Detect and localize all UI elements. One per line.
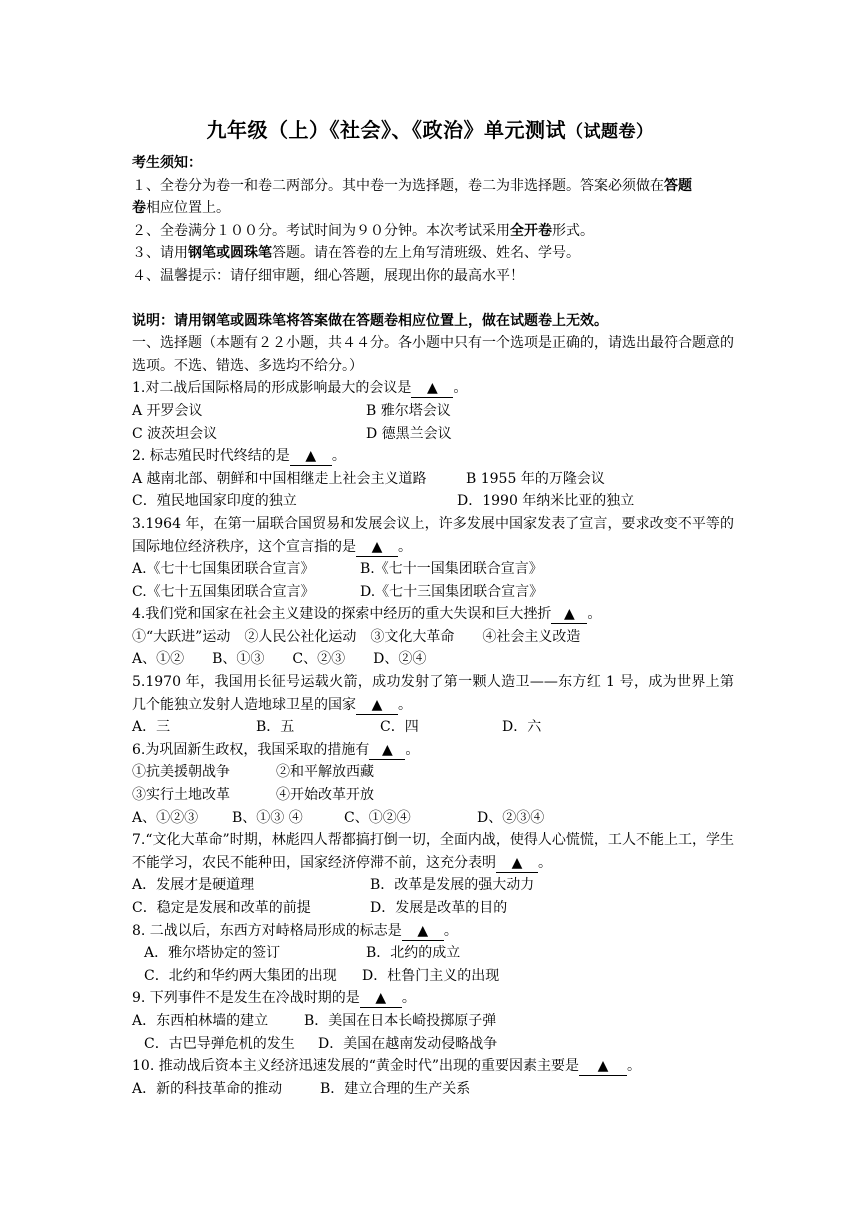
option: A．雅尔塔协定的签订 (144, 945, 281, 962)
question-8-stem: 8. 二战以后，东西方对峙格局形成的标志是 ▲ 。 (132, 922, 458, 939)
question-1-stem: 1.对二战后国际格局的形成影响最大的会议是 ▲ 。 (132, 380, 468, 397)
question-9-options-1 (132, 1010, 734, 1033)
option: C 波茨坦会议 (132, 425, 218, 442)
title-suffix: （试题卷） (566, 122, 654, 142)
question-3-options-2 (132, 581, 734, 604)
notice-item-3-text: ３、请用 (132, 245, 188, 262)
question-7-options-1 (132, 874, 734, 897)
notice-item-1-text: １、全卷分为卷一和卷二两部分。其中卷一为选择题，卷二为非选择题。答案必须做在 (132, 177, 664, 194)
option: D．发展是改革的目的 (370, 900, 508, 916)
question-10-stem: 10. 推动战后资本主义经济迅速发展的“黄金时代”出现的重要因素主要是 ▲ 。 (132, 1058, 642, 1075)
question-10-options-1 (132, 1078, 734, 1101)
option: B．改革是发展的强大动力 (370, 877, 535, 894)
notice-item-3-end: 答题。请在答卷的左上角写清班级、姓名、学号。 (272, 245, 580, 262)
instruction: 说明：请用钢笔或圆珠笔将答案做在答题卷相应位置上，做在试题卷上无效。 (132, 312, 608, 329)
option: ④开始改革开放 (276, 787, 374, 804)
question-2-stem: 2. 标志殖民时代终结的是 ▲ 。 (132, 448, 346, 465)
question-1-options-2 (132, 423, 734, 446)
spacer (132, 288, 734, 310)
option: B、①③ ④ (232, 809, 303, 826)
option: D．六 (502, 719, 542, 736)
q2-stem-text: 2. 标志殖民时代终结的是 (132, 448, 290, 465)
option: B．五 (256, 719, 295, 736)
option: D、②③④ (477, 809, 545, 826)
option: D 德黑兰会议 (366, 425, 452, 442)
option: B．美国在日本长崎投掷原子弹 (304, 1012, 497, 1029)
answer-blank: ▲ (411, 380, 453, 398)
question-8-options-2 (132, 965, 734, 988)
option: C．古巴导弹危机的发生 (144, 1035, 295, 1052)
option: A．新的科技革命的推动 (132, 1080, 283, 1097)
option: ①抗美援朝战争 (132, 764, 230, 781)
question-5-stem: 5.1970 年，我国用长征号运载火箭，成功发射了第一颗人造卫——东方红 1 号，成为世界上第几个能独立发射人造地球卫星的国家 ▲ 。 (132, 674, 734, 713)
q6-stem-text: 6.为巩固新生政权，我国采取的措施有 (132, 741, 370, 758)
question-4-stem: 4.我们党和国家在社会主义建设的探索中经历的重大失误和巨大挫折 ▲ 。 (132, 606, 602, 623)
question-7-stem: 7.“文化大革命”时期，林彪四人帮都搞打倒一切，全面内战，使得人心慌慌，工人不能上工，学生不能学习，农民不能种田，国家经济停滞不前，这充分表明 ▲ 。 (132, 832, 734, 871)
option: ②和平解放西藏 (276, 764, 374, 781)
q7-stem-text: 7.“文化大革命”时期，林彪四人帮都搞打倒一切，全面内战，使得人心慌慌，工人不能上工，学生不能学习，农民不能种田，国家经济停滞不前，这充分表明 (132, 832, 734, 871)
notice-item-4: ４、温馨提示：请仔细审题，细心答题，展现出你的最高水平！ (132, 267, 524, 284)
q4-stem-text: 4.我们党和国家在社会主义建设的探索中经历的重大失误和巨大挫折 (132, 606, 552, 623)
notice-item-3 (132, 242, 734, 265)
option: A．东西柏林墙的建立 (132, 1012, 269, 1029)
question-9-stem: 9. 下列事件不是发生在冷战时期的是 ▲ 。 (132, 990, 416, 1007)
option: A．发展才是硬道理 (132, 877, 255, 894)
question-6-options (132, 807, 734, 830)
page-title (0, 114, 860, 143)
answer-blank: ▲ (551, 606, 587, 624)
exam-content (132, 152, 734, 1100)
option: B 1955 年的万隆会议 (466, 470, 605, 487)
option: B.《七十一国集团联合宣言》 (360, 561, 543, 578)
notice-item-1-end: 相应位置上。 (146, 200, 230, 217)
option: D.《七十三国集团联合宣言》 (360, 583, 544, 600)
notice-item-2 (132, 220, 734, 243)
answer-blank: ▲ (496, 855, 538, 873)
notice-item-2-text: ２、全卷满分１００分。考试时间为９０分钟。本次考试采用 (132, 222, 510, 239)
option: D．杜鲁门主义的出现 (362, 967, 500, 984)
answer-blank: ▲ (290, 448, 332, 466)
q10-stem-text: 10. 推动战后资本主义经济迅速发展的“黄金时代”出现的重要因素主要是 (132, 1058, 580, 1075)
option: C.《七十五国集团联合宣言》 (132, 583, 315, 600)
question-1-options-1 (132, 400, 734, 423)
answer-blank: ▲ (356, 697, 398, 715)
q1-stem-text: 1.对二战后国际格局的形成影响最大的会议是 (132, 380, 412, 397)
q9-stem-text: 9. 下列事件不是发生在冷战时期的是 (132, 990, 360, 1007)
notice-item-2-bold: 全开卷 (510, 222, 552, 239)
answer-blank: ▲ (402, 923, 444, 941)
answer-blank: ▲ (579, 1058, 627, 1076)
q8-stem-text: 8. 二战以后，东西方对峙格局形成的标志是 (132, 922, 402, 939)
option: C．北约和华约两大集团的出现 (144, 967, 337, 984)
question-2-options-1 (132, 468, 734, 491)
notice-item-1-bold: 答题 (664, 177, 692, 194)
question-6-items-2 (132, 784, 734, 807)
q5-stem-text: 5.1970 年，我国用长征号运载火箭，成功发射了第一颗人造卫——东方红 1 号，成为世界上第几个能独立发射人造地球卫星的国家 (132, 674, 734, 713)
notice-item-1 (132, 175, 734, 220)
question-8-options-1 (132, 942, 734, 965)
option: C．殖民地国家印度的独立 (132, 493, 297, 510)
question-6-stem: 6.为巩固新生政权，我国采取的措施有 ▲ 。 (132, 741, 420, 758)
option: C．四 (380, 719, 419, 736)
option: D．1990 年纳米比亚的独立 (457, 493, 635, 510)
question-2-options-2 (132, 490, 734, 513)
option: B．建立合理的生产关系 (320, 1080, 471, 1097)
notice-item-3-bold: 钢笔或圆珠笔 (188, 245, 272, 262)
title-main: 九年级（上）《社会》、《政治》单元测试 (206, 118, 566, 142)
answer-blank: ▲ (356, 539, 398, 557)
option: A 开罗会议 (132, 402, 203, 419)
question-9-options-2 (132, 1033, 734, 1056)
answer-blank: ▲ (369, 742, 405, 760)
section-heading: 一、选择题（本题有２２小题，共４４分。各小题中只有一个选项是正确的，请选出最符合题意的选项。不选、错选、多选均不给分。） (132, 335, 734, 374)
question-6-items-1 (132, 761, 734, 784)
notice-item-2-end: 形式。 (552, 222, 594, 239)
question-7-options-2 (132, 897, 734, 920)
question-3-stem: 3.1964 年，在第一届联合国贸易和发展会议上，许多发展中国家发表了宣言，要求改变不平等的国际地位经济秩序，这个宣言指的是 ▲ 。 (132, 515, 734, 555)
option: D．美国在越南发动侵略战争 (318, 1035, 498, 1052)
option: A、①②③ (132, 809, 199, 826)
question-5-options (132, 716, 734, 739)
option: C．稳定是发展和改革的前提 (132, 900, 311, 916)
option: B 雅尔塔会议 (366, 402, 451, 419)
option: A 越南北部、朝鲜和中国相继走上社会主义道路 (132, 470, 427, 487)
answer-blank: ▲ (360, 990, 402, 1008)
option: C、①②④ (344, 809, 411, 826)
option: B．北约的成立 (366, 945, 461, 962)
notice-item-1-bold-cont: 卷 (132, 200, 146, 217)
question-4-options: A、①② B、①③ C、②③ D、②④ (132, 651, 427, 668)
question-4-items: ①“大跃进”运动 ②人民公社化运动 ③文化大革命 ④社会主义改造 (132, 628, 581, 645)
question-3-options-1 (132, 558, 734, 581)
notice-heading: 考生须知： (132, 155, 202, 171)
option: ③实行土地改革 (132, 787, 230, 804)
option: A.《七十七国集团联合宣言》 (132, 561, 315, 578)
q3-stem-text: 3.1964 年，在第一届联合国贸易和发展会议上，许多发展中国家发表了宣言，要求改变不平等的国际地位经济秩序，这个宣言指的是 (132, 515, 734, 555)
option: A．三 (132, 719, 171, 736)
